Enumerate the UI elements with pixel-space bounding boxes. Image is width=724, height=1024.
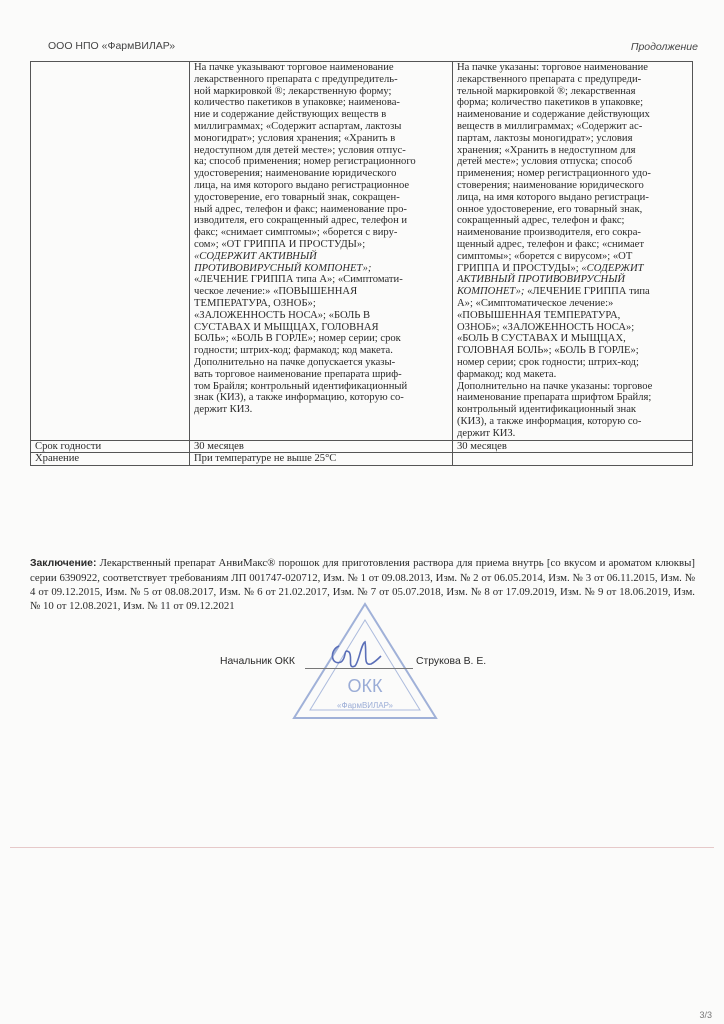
- storage-result: [453, 453, 693, 466]
- page-divider: [10, 847, 714, 848]
- packaging-spec-text: На пачке указывают торговое наименование лекарственного препарата с предупредитель- ной маркировкой ®; лекарственную форму; количество пакетиков в упаковке; наименова- ние и содержание действующих веществ в миллиграммах; «Содержит аспартам, лактозы моногидрат»; условия хранения; «Хранить в недоступном для детей месте»; условия отпус- ка; способ применения; номер регистрационного удостоверения; наименование юридического лица, на имя которого выдано регистрационное удостоверение, его товарный знак, сокращен- ный адрес, телефон и факс; наименование про- изводителя, его сокращенный адрес, телефон и факс; «снимает симптомы»; «борется с виру- сом»; «ОТ ГРИППА И ПРОСТУДЫ»; «СОДЕРЖИТ АКТИВНЫЙ ПРОТИВОВИРУСНЫЙ КОМПОНЕТ»; «ЛЕЧЕНИЕ ГРИППА типа А»; «Симптомати- ческое лечение:» «ПОВЫШЕННАЯ ТЕМПЕРАТУРА, ОЗНОБ»; «ЗАЛОЖЕННОСТЬ НОСА»; «БОЛЬ В СУСТАВАХ И МЫЩЦАХ, ГОЛОВНАЯ БОЛЬ»; «БОЛЬ В ГОРЛЕ»; номер серии; срок годности; штрих-код; фармакод; код макета. Дополнительно на пачке допускается указы- вать торговое наименование препарата шриф- том Брайля; контрольный идентификационный знак (КИЗ), а также информацию, которую со- держит КИЗ.: [194, 62, 416, 416]
- signatory-title: Начальник ОКК: [220, 656, 295, 667]
- handwritten-signature-icon: [325, 636, 385, 676]
- table-row: [31, 453, 693, 466]
- company-header: ООО НПО «ФармВИЛАР»: [48, 40, 176, 52]
- stamp-center-text: ОКК: [347, 676, 383, 696]
- conclusion-text: Лекарственный препарат АнвиМакс® порошок для приготовления раствора для приема внутрь [со вкусом и ароматом клюквы] серии 6390922, соответствует требованиям ЛП 001747-020712, Изм. № 1 от 09.08.2013, Изм. № 2 от 06.05.2014, Изм. № 3 от 06.11.2015, Изм. № 4 от 09.12.2015, Изм. № 5 от 08.08.2017, Изм. № 6 от 21.02.2017, Изм. № 7 от 05.07.2018, Изм. № 8 от 17.09.2019, Изм. № 9 от 18.06.2019, Изм. № 10 от 12.08.2021, Изм. № 11 от 09.12.2021: [30, 557, 695, 612]
- table-cell-result: [453, 62, 693, 441]
- conclusion-label: Заключение:: [30, 558, 97, 569]
- spec-table: [30, 61, 693, 466]
- continuation-label: Продолжение: [630, 41, 698, 53]
- shelf-life-result: 30 месяцев: [453, 440, 693, 453]
- shelf-life-label: Срок годности: [31, 440, 190, 453]
- table-row: [31, 440, 693, 453]
- table-row: [31, 62, 693, 441]
- storage-label: Хранение: [31, 453, 190, 466]
- shelf-life-spec: 30 месяцев: [190, 440, 453, 453]
- signatory-name: Струкова В. Е.: [416, 656, 487, 667]
- packaging-result-text: На пачке указаны: торговое наименование лекарственного препарата с предупреди- тельной маркировкой ®; лекарственная форма; количество пакетиков в упаковке; наименование и содержание действующих веществ в миллиграммах; «Содержит ас- партам, лактозы моногидрат»; условия хранения; «Хранить в недоступном для детей месте»; условия отпуска; способ применения; номер регистрационного удо- стоверения; наименование юридического лица, на имя которого выдано регистраци- онное удостоверение, его товарный знак, сокращенный адрес, телефон и факс; наименование производителя, его сокра- щенный адрес, телефон и факс; «снимает симптомы»; «борется с вирусом»; «ОТ ГРИППА И ПРОСТУДЫ»; «СОДЕРЖИТ АКТИВНЫЙ ПРОТИВОВИРУСНЫЙ КОМПОНЕТ»; «ЛЕЧЕНИЕ ГРИППА типа А»; «Симптоматическое лечение:» «ПОВЫШЕННАЯ ТЕМПЕРАТУРА, ОЗНОБ»; «ЗАЛОЖЕННОСТЬ НОСА»; «БОЛЬ В СУСТАВАХ И МЫЩЦАХ, ГОЛОВНАЯ БОЛЬ»; «БОЛЬ В ГОРЛЕ»; номер серии; срок годности; штрих-код; фармакод; код макета. Дополнительно на пачке указаны: торговое наименование препарата шрифтом Брайля; контрольный идентификационный знак (КИЗ), а также информация, которую со- держит КИЗ.: [457, 62, 653, 439]
- signature-line: [305, 668, 413, 669]
- table-cell-empty: [31, 62, 190, 441]
- page-number: 3/3: [699, 1010, 712, 1020]
- stamp-bottom-text: «ФармВИЛАР»: [337, 701, 393, 710]
- storage-spec: При температуре не выше 25°С: [190, 453, 453, 466]
- table-cell-spec: [190, 62, 453, 441]
